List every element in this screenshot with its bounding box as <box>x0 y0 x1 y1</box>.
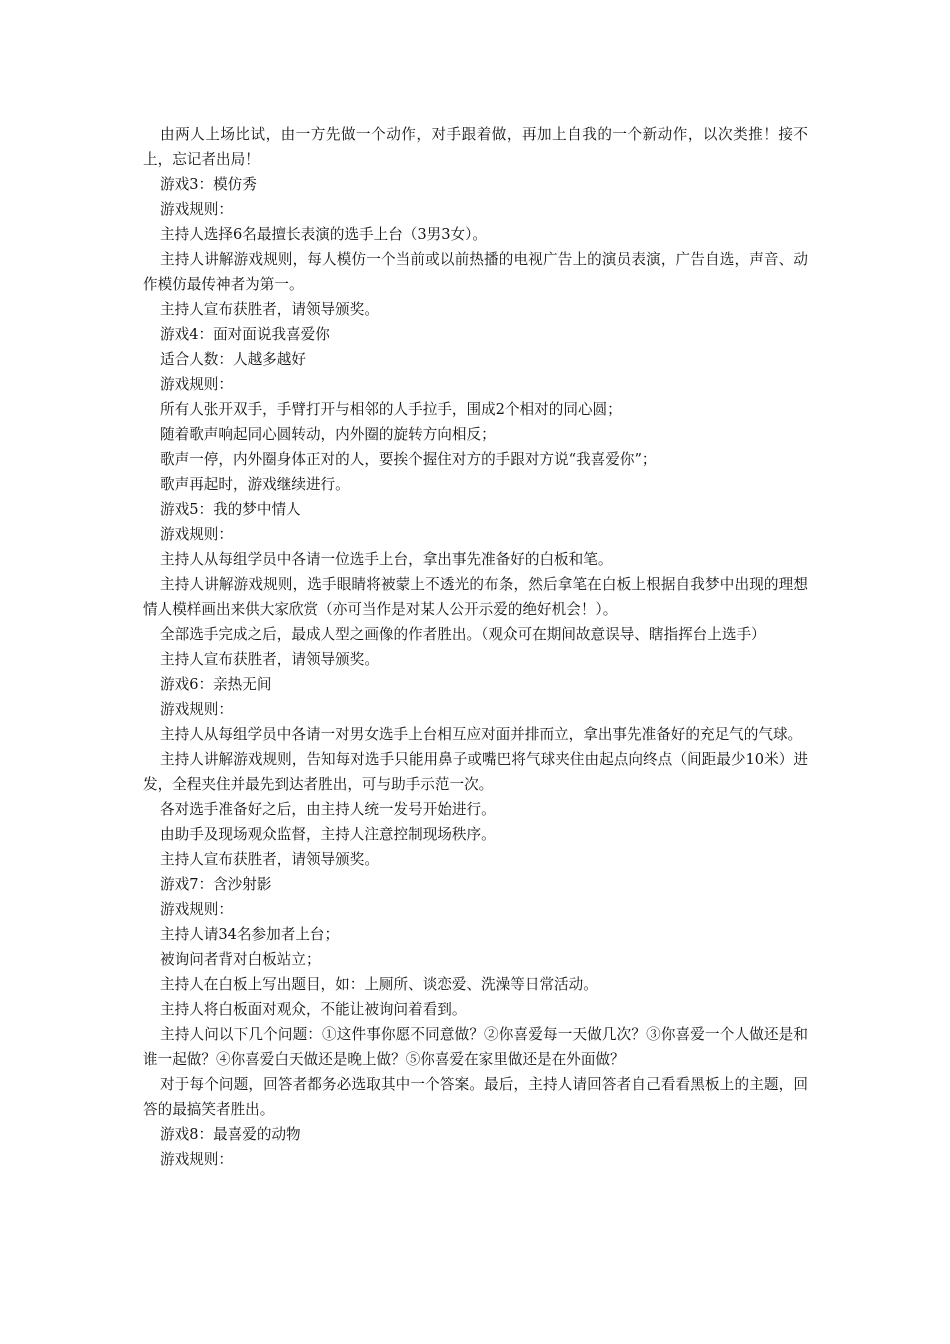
paragraph: 歌声一停，内外圈身体正对的人，要挨个握住对方的手跟对方说“我喜爱你”； <box>160 451 657 468</box>
section-heading: 游戏6：亲热无间 <box>160 676 272 693</box>
paragraph: 主持人从每组学员中各请一位选手上台，拿出事先准备好的白板和笔。 <box>160 551 613 568</box>
paragraph: 游戏规则： <box>160 701 233 718</box>
paragraph: 主持人选择6名最擅长表演的选手上台（3男3女）。 <box>160 226 488 243</box>
paragraph: 主持人讲解游戏规则，选手眼睛将被蒙上不透光的布条，然后拿笔在白板上根据自我梦中出现的理想情人模样画出来供大家欣赏（亦可当作是对某人公开示爱的绝好机会！）。 <box>143 576 808 618</box>
paragraph: 所有人张开双手，手臂打开与相邻的人手拉手，围成2个相对的同心圆； <box>160 401 622 418</box>
paragraph: 歌声再起时，游戏继续进行。 <box>160 476 350 493</box>
paragraph: 各对选手准备好之后，由主持人统一发号开始进行。 <box>160 801 496 818</box>
document-page <box>143 122 808 1172</box>
paragraph: 游戏规则： <box>160 376 233 393</box>
paragraph: 主持人将白板面对观众，不能让被询问着看到。 <box>160 1001 467 1018</box>
paragraph: 游戏规则： <box>160 901 233 918</box>
section-heading: 游戏4：面对面说我喜爱你 <box>160 326 330 343</box>
paragraph: 由助手及现场观众监督，主持人注意控制现场秩序。 <box>160 826 496 843</box>
paragraph: 全部选手完成之后，最成人型之画像的作者胜出。（观众可在期间故意误导、瞎指挥台上选手） <box>160 626 766 643</box>
paragraph: 被询问者背对白板站立； <box>160 951 321 968</box>
section-heading: 游戏7：含沙射影 <box>160 876 272 893</box>
paragraph: 适合人数：人越多越好 <box>160 351 306 368</box>
paragraph: 主持人请34名参加者上台； <box>160 926 340 943</box>
paragraph: 游戏规则： <box>160 1151 233 1168</box>
section-heading: 游戏3：模仿秀 <box>160 176 257 193</box>
paragraph: 主持人宣布获胜者，请领导颁奖。 <box>160 301 379 318</box>
paragraph: 主持人讲解游戏规则，告知每对选手只能用鼻子或嘴巴将气球夹住由起点向终点（间距最少10米）进发，全程夹住并最先到达者胜出，可与助手示范一次。 <box>143 751 808 793</box>
paragraph: 由两人上场比试，由一方先做一个动作，对手跟着做，再加上自我的一个新动作，以次类推！接不上，忘记者出局！ <box>143 126 808 168</box>
paragraph: 主持人在白板上写出题目，如：上厕所、谈恋爱、洗澡等日常活动。 <box>160 976 598 993</box>
paragraph: 主持人从每组学员中各请一对男女选手上台相互应对面并排而立，拿出事先准备好的充足气的气球。 <box>160 726 803 743</box>
section-heading: 游戏8：最喜爱的动物 <box>160 1126 301 1143</box>
paragraph: 游戏规则： <box>160 201 233 218</box>
paragraph: 游戏规则： <box>160 526 233 543</box>
paragraph: 主持人宣布获胜者，请领导颁奖。 <box>160 851 379 868</box>
paragraph: 对于每个问题，回答者都务必选取其中一个答案。最后，主持人请回答者自己看看黑板上的主题，回答的最搞笑者胜出。 <box>143 1076 808 1118</box>
section-heading: 游戏5：我的梦中情人 <box>160 501 301 518</box>
paragraph: 主持人问以下几个问题：①这件事你愿不同意做？②你喜爱每一天做几次？③你喜爱一个人做还是和谁一起做？④你喜爱白天做还是晚上做？⑤你喜爱在家里做还是在外面做？ <box>143 1026 808 1068</box>
paragraph: 随着歌声响起同心圆转动，内外圈的旋转方向相反； <box>160 426 496 443</box>
paragraph: 主持人讲解游戏规则，每人模仿一个当前或以前热播的电视广告上的演员表演，广告自选，声音、动作模仿最传神者为第一。 <box>143 251 808 293</box>
paragraph: 主持人宣布获胜者，请领导颁奖。 <box>160 651 379 668</box>
